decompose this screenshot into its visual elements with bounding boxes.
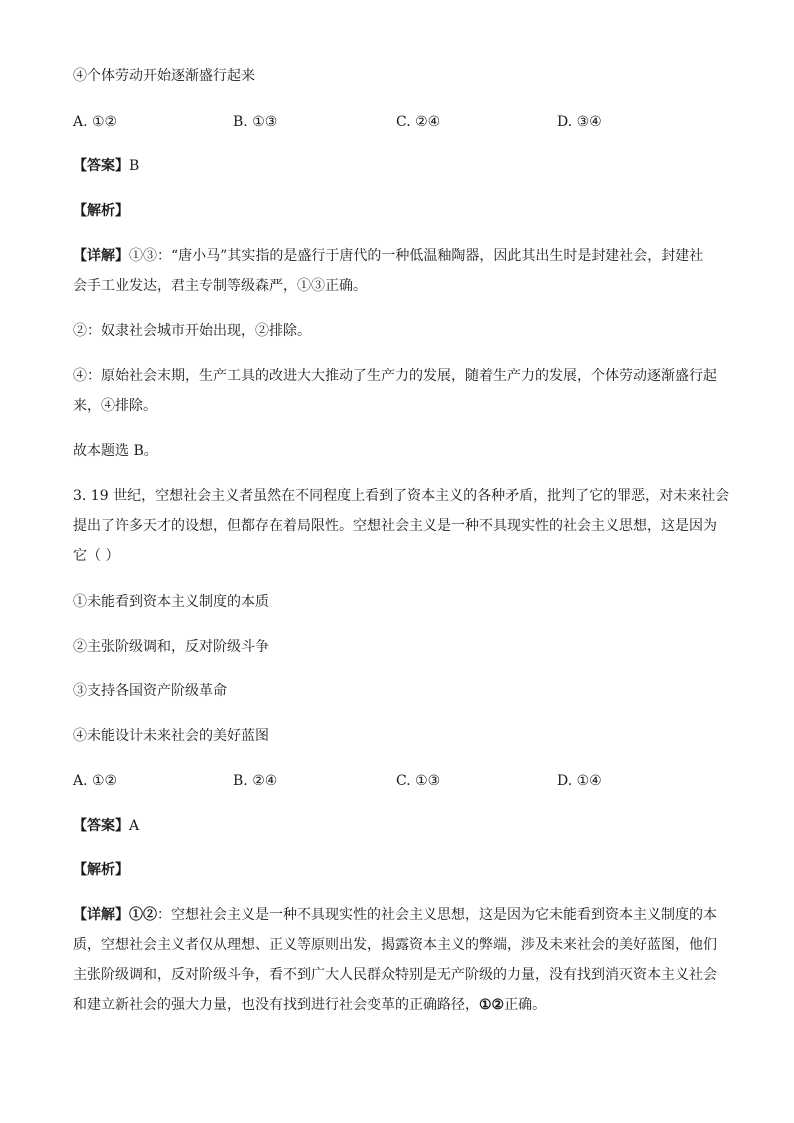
detail-text: ①③：“唐小马”其实指的是盛行于唐代的一种低温釉陶器，因此其出生时是封建社会，封建社: [129, 248, 704, 264]
detail-lead: ①②: [129, 907, 157, 923]
q2-option-b: B. ①③: [233, 114, 278, 130]
q2-item-4: ④个体劳动开始逐渐盛行起来: [73, 68, 255, 84]
q2-detail-2: ②：奴隶社会城市开始出现，②排除。: [73, 323, 311, 339]
q3-item-3: ③支持各国资产阶级革命: [73, 683, 227, 699]
detail-bold-ref: ①②: [479, 997, 505, 1013]
q2-option-d: D. ③④: [557, 114, 602, 130]
q3-detail-line-4: [73, 995, 733, 1015]
q3-detail-line-2: 质，空想社会主义者仅从理想、正义等原则出发，揭露资本主义的弊端，涉及未来社会的美好蓝图，他们: [73, 937, 717, 953]
q3-item-1: ①未能看到资本主义制度的本质: [73, 594, 269, 610]
q3-detail-line-3: 主张阶级调和，反对阶级斗争，看不到广大人民群众特别是无产阶级的力量，没有找到消灭资本主义社会: [73, 967, 717, 983]
answer-label: 【答案】: [73, 818, 129, 834]
q3-analysis-label: 【解析】: [73, 862, 129, 878]
detail-text: ：空想社会主义是一种不具现实性的社会主义思想，这是因为它未能看到资本主义制度的本: [157, 907, 717, 923]
q3-option-c: C. ①③: [396, 773, 441, 789]
q2-answer: [73, 156, 733, 176]
q3-option-d: D. ①④: [557, 773, 602, 789]
answer-value: B: [129, 158, 140, 174]
q3-stem-line-2: 提出了许多天才的设想，但都存在着局限性。空想社会主义是一种不具现实性的社会主义思想，这是因为: [73, 518, 717, 534]
q2-conclusion: 故本题选 B。: [73, 443, 158, 459]
detail-text: 和建立新社会的强大力量，也没有找到进行社会变革的正确路径，: [73, 997, 479, 1013]
q3-item-2: ②主张阶级调和，反对阶级斗争: [73, 639, 269, 655]
q2-detail-1-line-1: [73, 246, 733, 266]
q3-option-a: A. ①②: [73, 773, 118, 789]
answer-value: A: [129, 818, 140, 834]
q3-stem-line-3: 它（ ）: [73, 548, 120, 564]
q3-answer: [73, 816, 733, 836]
q3-detail-line-1: [73, 905, 733, 925]
q2-option-c: C. ②④: [396, 114, 441, 130]
detail-label: 【详解】: [73, 248, 129, 264]
answer-label: 【答案】: [73, 158, 129, 174]
q3-stem-line-1: 3. 19 世纪，空想社会主义者虽然在不同程度上看到了资本主义的各种矛盾，批判了它的罪恶，对未来社会: [73, 488, 730, 504]
q2-detail-3-line-2: 来，④排除。: [73, 398, 157, 414]
detail-end: 正确。: [504, 997, 547, 1013]
q2-analysis-label: 【解析】: [73, 203, 129, 219]
q3-item-4: ④未能设计未来社会的美好蓝图: [73, 728, 269, 744]
q2-detail-1-line-2: 会手工业发达，君主专制等级森严，①③正确。: [73, 278, 367, 294]
q2-detail-3-line-1: ④：原始社会末期，生产工具的改进大大推动了生产力的发展，随着生产力的发展，个体劳动逐渐盛行起: [73, 368, 717, 384]
q3-option-b: B. ②④: [233, 773, 278, 789]
detail-label: 【详解】: [73, 907, 129, 923]
q2-option-a: A. ①②: [73, 114, 118, 130]
